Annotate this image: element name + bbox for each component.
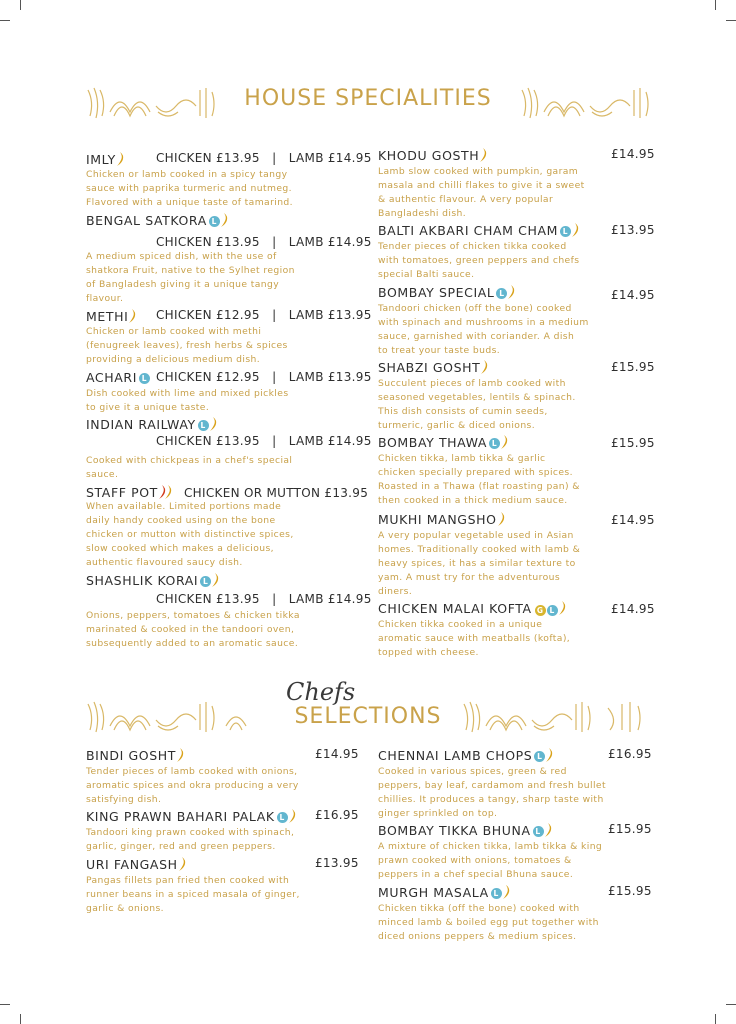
description-line: Succulent pieces of lamb cooked with	[378, 378, 566, 389]
description-line: aromatic sauce with meatballs (kofta),	[378, 633, 571, 644]
menu-item-price: £14.95	[611, 602, 655, 616]
crop-mark	[726, 1004, 736, 1005]
description-line: flavour.	[86, 293, 124, 304]
description-line: subsequently added to an aromatic sauce.	[86, 638, 299, 649]
description-line: garlic & onions.	[86, 903, 164, 914]
description-line: to treat your taste buds.	[378, 345, 501, 356]
description-line: special Balti sauce.	[378, 269, 475, 280]
description-line: chicken or mutton with distinctive spices,	[86, 529, 294, 540]
menu-item-price: £15.95	[608, 884, 652, 898]
menu-item-price: £14.95	[611, 147, 655, 161]
l-badge-icon: L	[533, 826, 544, 837]
menu-item-description	[86, 874, 300, 916]
description-line: peppers, bay leaf, cardamom and fresh bullet	[378, 780, 606, 791]
description-line: minced lamb & boiled egg put together with	[378, 917, 599, 928]
menu-item-name	[86, 747, 185, 766]
chili-icon	[546, 747, 554, 766]
section-title: SELECTIONS	[294, 704, 442, 729]
menu-item-name	[378, 884, 511, 903]
menu-item-price: CHICKEN £12.95 | LAMB £13.95	[156, 370, 372, 384]
menu-item-price: £16.95	[315, 808, 359, 822]
description-line: Onions, peppers, tomatoes & chicken tikka	[86, 610, 300, 621]
description-line: ginger sprinkled on top.	[378, 808, 498, 819]
description-line: sauce.	[86, 469, 119, 480]
description-line: masala and chilli flakes to give it a sweet	[378, 180, 585, 191]
description-line: Tender pieces of chicken tikka cooked	[378, 241, 567, 252]
menu-item-price: £15.95	[608, 822, 652, 836]
menu-item-name-text: MUKHI MANGSHO	[378, 512, 497, 527]
description-line: slow cooked which makes a delicious,	[86, 543, 274, 554]
description-line: chicken specially prepared with spices.	[378, 467, 573, 478]
menu-item-name	[378, 747, 554, 766]
description-line: seasoned vegetables, lentils & spinach.	[378, 392, 576, 403]
description-line: Cooked in various spices, green & red	[378, 766, 567, 777]
l-badge-icon: L	[491, 888, 502, 899]
menu-item-name-text: BALTI AKBARI CHAM CHAM	[378, 223, 558, 238]
l-badge-icon: L	[200, 576, 211, 587]
description-line: When available. Limited portions made	[86, 501, 282, 512]
l-badge-icon: L	[198, 420, 209, 431]
description-line: Roasted in a Thawa (flat roasting pan) &	[378, 481, 580, 492]
menu-item-description	[86, 826, 294, 854]
menu-item-name-text: BINDI GOSHT	[86, 748, 176, 763]
description-line: A mixture of chicken tikka, lamb tikka & king	[378, 841, 603, 852]
menu-item-price: £15.95	[611, 360, 655, 374]
menu-item-name-text: URI FANGASH	[86, 857, 178, 872]
menu-item-name-text: ACHARI	[86, 370, 137, 385]
crop-mark	[715, 0, 716, 10]
description-line: Tandoori chicken (off the bone) cooked	[378, 303, 572, 314]
description-line: heavy spices, it has a similar texture to	[378, 558, 576, 569]
menu-item-price: £13.95	[315, 856, 359, 870]
menu-item-name-text: BENGAL SATKORA	[86, 213, 207, 228]
description-line: with spinach and mushrooms in a medium	[378, 317, 589, 328]
description-line: of Bangladesh giving it a unique tangy	[86, 279, 280, 290]
description-line: & authentic flavour. A very popular	[378, 194, 554, 205]
menu-item-description	[378, 902, 599, 944]
menu-item-name-text: SHASHLIK KORAI	[86, 573, 199, 588]
menu-item-price: CHICKEN £13.95 | LAMB £14.95	[156, 592, 372, 606]
l-badge-icon: L	[496, 288, 507, 299]
menu-item-description	[378, 840, 602, 882]
description-line: Chicken tikka cooked in a unique	[378, 619, 543, 630]
description-line: chillies. It produces a tangy, sharp taste with	[378, 794, 604, 805]
l-badge-icon: L	[209, 216, 220, 227]
chefs-right-column	[378, 0, 652, 1024]
description-line: prawn cooked with onions, tomatoes &	[378, 855, 572, 866]
crop-mark	[0, 1004, 10, 1005]
menu-item-price: CHICKEN OR MUTTON £13.95	[184, 486, 369, 500]
crop-mark	[20, 0, 21, 10]
menu-item-name	[86, 808, 297, 827]
menu-item-price: £15.95	[611, 436, 655, 450]
menu-item-name-text: BOMBAY THAWA	[378, 435, 488, 450]
description-line: diced onions peppers & medium spices.	[378, 931, 577, 942]
gl-badge-icon: G L	[535, 602, 558, 617]
l-badge-icon: L	[534, 751, 545, 762]
menu-item-name-text: BOMBAY SPECIAL	[378, 285, 495, 300]
menu-item-name-text: MURGH MASALA	[378, 885, 489, 900]
l-badge-icon: L	[277, 812, 288, 823]
description-line: Chicken tikka (off the bone) cooked with	[378, 903, 580, 914]
menu-item-name-text: KHODU GOSTH	[378, 148, 480, 163]
description-line: A very popular vegetable used in Asian	[378, 530, 574, 541]
description-line: Tender pieces of lamb cooked with onions,	[86, 766, 298, 777]
chili-icon	[545, 822, 553, 841]
description-line: runner beans in a spiced masala of ginger,	[86, 889, 300, 900]
menu-item-name-text: SHABZI GOSHT	[378, 360, 481, 375]
description-line: diners.	[378, 586, 413, 597]
menu-item-price: CHICKEN £13.95 | LAMB £14.95	[156, 235, 372, 249]
menu-item-name-text: INDIAN RAILWAY	[86, 417, 196, 432]
menu-item-price: £13.95	[611, 223, 655, 237]
menu-item-price: £14.95	[611, 513, 655, 527]
crop-mark	[0, 20, 10, 21]
l-badge-icon: L	[560, 226, 571, 237]
menu-item-name-text: STAFF POT	[86, 485, 158, 500]
menu-item-description	[378, 765, 606, 821]
chefs-left-column	[86, 0, 360, 1024]
menu-item-price: £16.95	[608, 747, 652, 761]
menu-item-name-text: CHICKEN MALAI KOFTA	[378, 601, 532, 616]
l-badge-icon: L	[489, 438, 500, 449]
menu-item-price: CHICKEN £12.95 | LAMB £13.95	[156, 308, 372, 322]
menu-item-name-text: METHI	[86, 309, 129, 324]
section-title: HOUSE SPECIALITIES	[244, 86, 492, 111]
description-line: sauce, garnished with coriander. A dish	[378, 331, 575, 342]
menu-item-name-text: CHENNAI LAMB CHOPS	[378, 748, 533, 763]
description-line: Pangas fillets pan fried then cooked with	[86, 875, 290, 886]
crop-mark	[20, 1014, 21, 1024]
chili-icon	[503, 884, 511, 903]
chili-icon	[289, 808, 297, 827]
chili-icon	[179, 856, 187, 875]
description-line: Tandoori king prawn cooked with spinach,	[86, 827, 295, 838]
description-line: Flavored with a unique taste of tamarind.	[86, 197, 293, 208]
description-line: providing a delicious medium dish.	[86, 354, 261, 365]
description-line: Chicken tikka, lamb tikka & garlic	[378, 453, 546, 464]
menu-item-name	[86, 856, 187, 875]
menu-item-price: CHICKEN £13.95 | LAMB £14.95	[156, 434, 372, 448]
description-line: This dish consists of cumin seeds,	[378, 406, 548, 417]
menu-item-price: £14.95	[315, 747, 359, 761]
menu-item-name-text: BOMBAY TIKKA BHUNA	[378, 823, 531, 838]
menu-item-description	[86, 765, 299, 807]
chili-icon	[177, 747, 185, 766]
description-line: shatkora Fruit, native to the Sylhet region	[86, 265, 295, 276]
description-line: then cooked in a thick medium sauce.	[378, 495, 568, 506]
description-line: Lamb slow cooked with pumpkin, garam	[378, 166, 579, 177]
l-badge-icon: L	[139, 373, 150, 384]
description-line: topped with cheese.	[378, 647, 479, 658]
menu-item-name-text: KING PRAWN BAHARI PALAK	[86, 809, 275, 824]
description-line: garlic, ginger, red and green peppers.	[86, 841, 276, 852]
menu-item-name-text: IMLY	[86, 152, 116, 167]
description-line: Chicken or lamb cooked with methi	[86, 326, 262, 337]
description-line: authentic flavoured saucy dish.	[86, 557, 243, 568]
description-line: sauce with paprika turmeric and nutmeg.	[86, 183, 292, 194]
description-line: Dish cooked with lime and mixed pickles	[86, 388, 289, 399]
menu-item-price: CHICKEN £13.95 | LAMB £14.95	[156, 151, 372, 165]
description-line: homes. Traditionally cooked with lamb &	[378, 544, 581, 555]
crop-mark	[715, 1014, 716, 1024]
description-line: turmeric, garlic & diced onions.	[378, 420, 536, 431]
description-line: peppers in a chef special Bhuna sauce.	[378, 869, 574, 880]
description-line: satisfying dish.	[86, 794, 162, 805]
description-line: yam. A must try for the adventurous	[378, 572, 561, 583]
description-line: to give it a unique taste.	[86, 402, 210, 413]
description-line: Cooked with chickpeas in a chef's special	[86, 455, 293, 466]
description-line: (fenugreek leaves), fresh herbs & spices	[86, 340, 288, 351]
description-line: aromatic spices and okra producing a very	[86, 780, 299, 791]
description-line: marinated & cooked in the tandoori oven,	[86, 624, 295, 635]
description-line: with tomatoes, green peppers and chefs	[378, 255, 580, 266]
description-line: Bangladeshi dish.	[378, 208, 467, 219]
menu-item-price: £14.95	[611, 288, 655, 302]
description-line: A medium spiced dish, with the use of	[86, 251, 277, 262]
crop-mark	[726, 20, 736, 21]
description-line: daily handy cooked using on the bone	[86, 515, 276, 526]
chefs-script-title: Chefs	[286, 678, 356, 706]
description-line: Chicken or lamb cooked in a spicy tangy	[86, 169, 288, 180]
menu-item-name	[378, 822, 553, 841]
